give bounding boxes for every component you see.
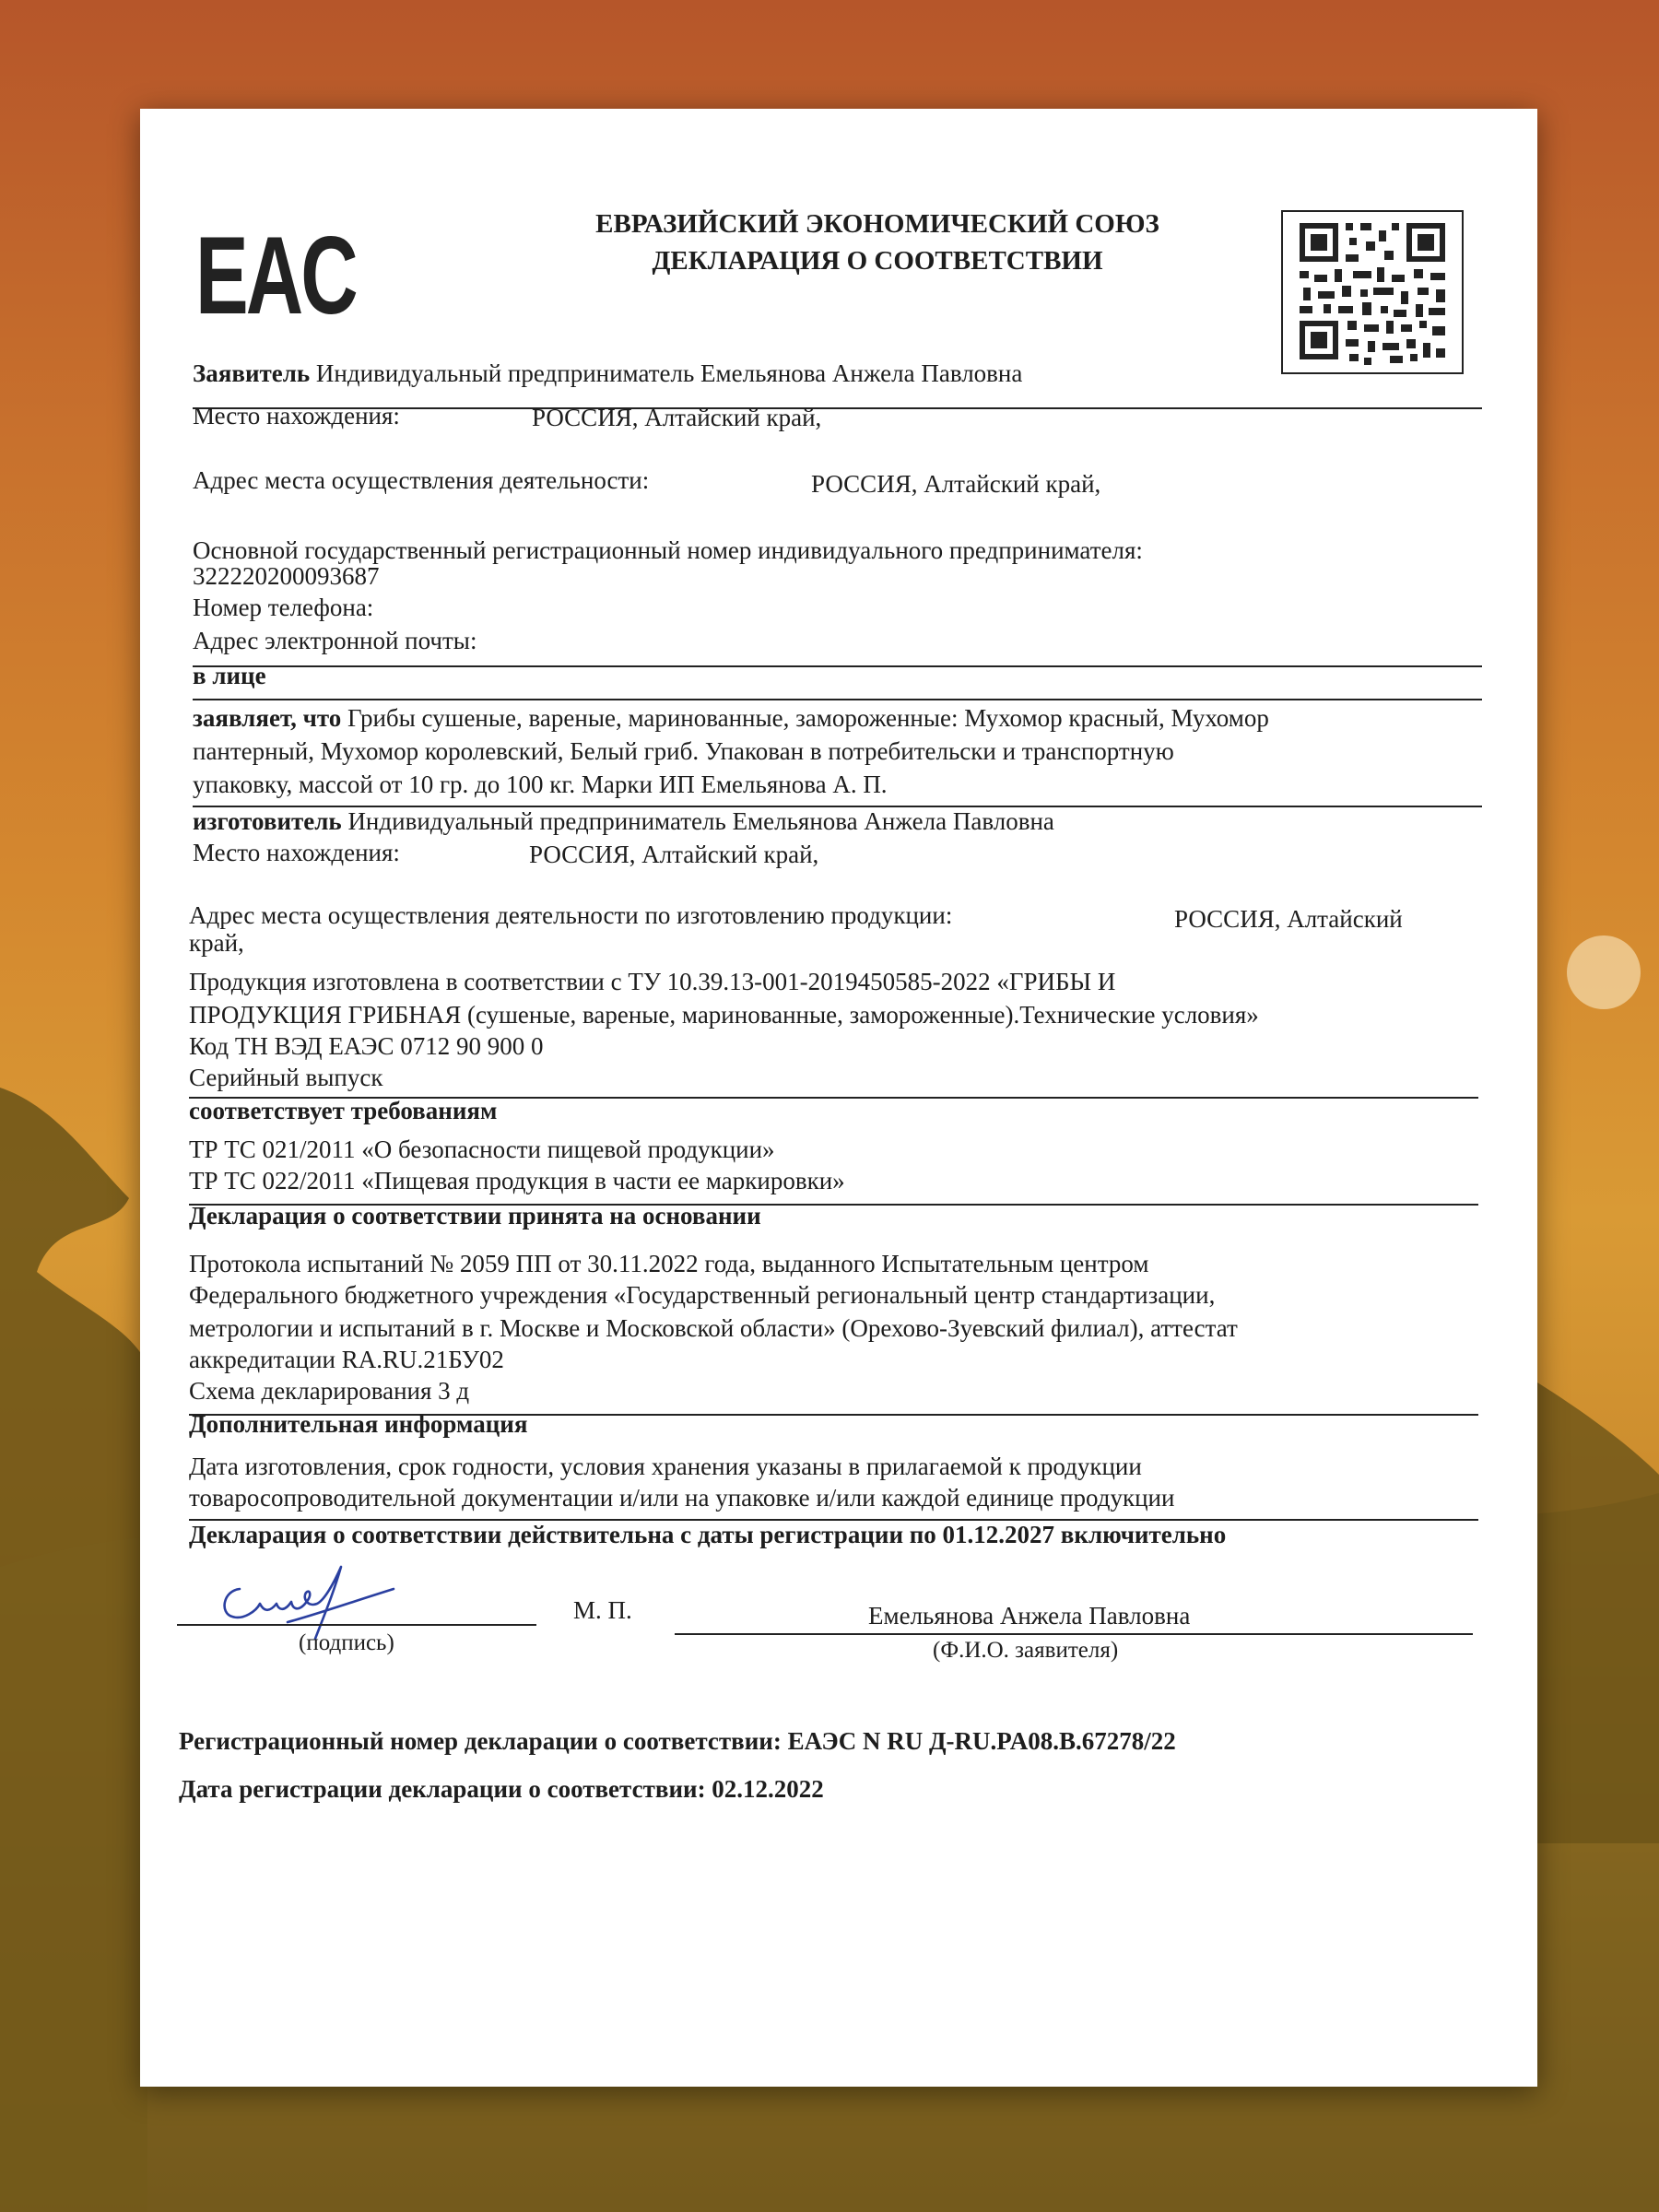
registration-date: Дата регистрации декларации о соответствии: 02.12.2022: [179, 1775, 824, 1803]
requirement-1: ТР ТС 021/2011 «О безопасности пищевой продукции»: [189, 1135, 775, 1163]
production-address-value: РОССИЯ, Алтайский: [1174, 905, 1403, 933]
manufacturer-label: изготовитель: [193, 807, 342, 835]
standard-line-2: ПРОДУКЦИЯ ГРИБНАЯ (сушеные, вареные, маринованные, замороженные).Технические условия»: [189, 1001, 1259, 1029]
stamp-place: М. П.: [573, 1596, 632, 1624]
declares-text-1: Грибы сушеные, вареные, маринованные, замороженные: Мухомор красный, Мухомор: [347, 704, 1269, 732]
production-address-label: Адрес места осуществления деятельности по изготовлению продукции:: [189, 901, 953, 929]
applicant-ogrn-label: Основной государственный регистрационный номер индивидуального предпринимателя:: [193, 536, 1143, 564]
signer-caption: (Ф.И.О. заявителя): [933, 1638, 1119, 1663]
declares-line-1: [193, 702, 1269, 734]
applicant-phone-label: Номер телефона:: [193, 594, 374, 621]
union-title: ЕВРАЗИЙСКИЙ ЭКОНОМИЧЕСКИЙ СОЮЗ: [595, 209, 1159, 239]
declares-text-2: пантерный, Мухомор королевский, Белый гриб. Упакован в потребительски и транспортную: [193, 737, 1174, 765]
signer-name: Емельянова Анжела Павловна: [868, 1602, 1191, 1630]
serial-release: Серийный выпуск: [189, 1064, 383, 1091]
applicant-location-label: Место нахождения:: [193, 402, 400, 429]
divider: [193, 699, 1482, 700]
declares-text-3: упаковку, массой от 10 гр. до 100 кг. Марки ИП Емельянова А. П.: [193, 771, 888, 798]
declaration-sheet: [140, 109, 1537, 2087]
manufacturer-name: Индивидуальный предприниматель Емельянова Анжела Павловна: [347, 807, 1054, 835]
applicant-activity-label: Адрес места осуществления деятельности:: [193, 466, 650, 494]
requirement-2: ТР ТС 022/2011 «Пищевая продукция в части ее маркировки»: [189, 1167, 845, 1194]
tnved-code: Код ТН ВЭД ЕАЭС 0712 90 900 0: [189, 1032, 544, 1060]
declares-label: заявляет, что: [193, 704, 342, 732]
standard-line-1: Продукция изготовлена в соответствии с ТУ 10.39.13-001-2019450585-2022 «ГРИБЫ И: [189, 968, 1116, 995]
applicant-name: Индивидуальный предприниматель Емельянова Анжела Павловна: [315, 359, 1023, 387]
declaration-scheme: Схема декларирования 3 д: [189, 1377, 470, 1405]
basis-label: Декларация о соответствии принята на основании: [189, 1202, 761, 1230]
applicant-ogrn-value: 322220200093687: [193, 562, 380, 590]
manufacturer-location-label: Место нахождения:: [193, 839, 400, 866]
background-sun-glow: [1567, 935, 1641, 1009]
additional-line-2: товаросопроводительной документации и/или на упаковке и/или каждой единице продукции: [189, 1484, 1175, 1512]
manufacturer-location-value: РОССИЯ, Алтайский край,: [529, 841, 819, 868]
production-address-cont: край,: [189, 929, 244, 957]
requirements-label: соответствует требованиям: [189, 1097, 498, 1124]
applicant-location-value: РОССИЯ, Алтайский край,: [532, 404, 822, 431]
eac-logo-text: EAC: [195, 213, 356, 337]
applicant-activity-value: РОССИЯ, Алтайский край,: [811, 470, 1101, 498]
additional-line-1: Дата изготовления, срок годности, условия хранения указаны в прилагаемой к продукции: [189, 1453, 1142, 1480]
basis-line-1: Протокола испытаний № 2059 ПП от 30.11.2022 года, выданного Испытательным центром: [189, 1250, 1149, 1277]
background-mountain-right: [1537, 1382, 1659, 1843]
manufacturer-line: [193, 806, 1054, 837]
applicant-line: [193, 358, 1022, 389]
basis-line-3: метрологии и испытаний в г. Москве и Московской области» (Орехово-Зуевский филиал), аттестат: [189, 1314, 1238, 1342]
validity-statement: Декларация о соответствии действительна с даты регистрации по 01.12.2027 включительно: [189, 1521, 1227, 1548]
basis-line-4: аккредитации RA.RU.21БУ02: [189, 1346, 504, 1373]
eac-logo: [195, 213, 356, 337]
additional-label: Дополнительная информация: [189, 1410, 528, 1438]
basis-line-2: Федерального бюджетного учреждения «Государственный региональный центр стандартизации,: [189, 1281, 1216, 1309]
signature-line: [177, 1624, 536, 1626]
divider: [193, 665, 1482, 667]
applicant-email-label: Адрес электронной почты:: [193, 627, 477, 654]
document-title: ДЕКЛАРАЦИЯ О СООТВЕТСТВИИ: [652, 246, 1103, 276]
applicant-label: Заявитель: [193, 359, 311, 387]
registration-number: Регистрационный номер декларации о соответствии: ЕАЭС N RU Д-RU.PA08.B.67278/22: [179, 1727, 1176, 1755]
person-label: в лице: [193, 662, 266, 689]
signature-caption: (подпись): [299, 1630, 394, 1655]
qr-code-icon: [1281, 210, 1464, 374]
